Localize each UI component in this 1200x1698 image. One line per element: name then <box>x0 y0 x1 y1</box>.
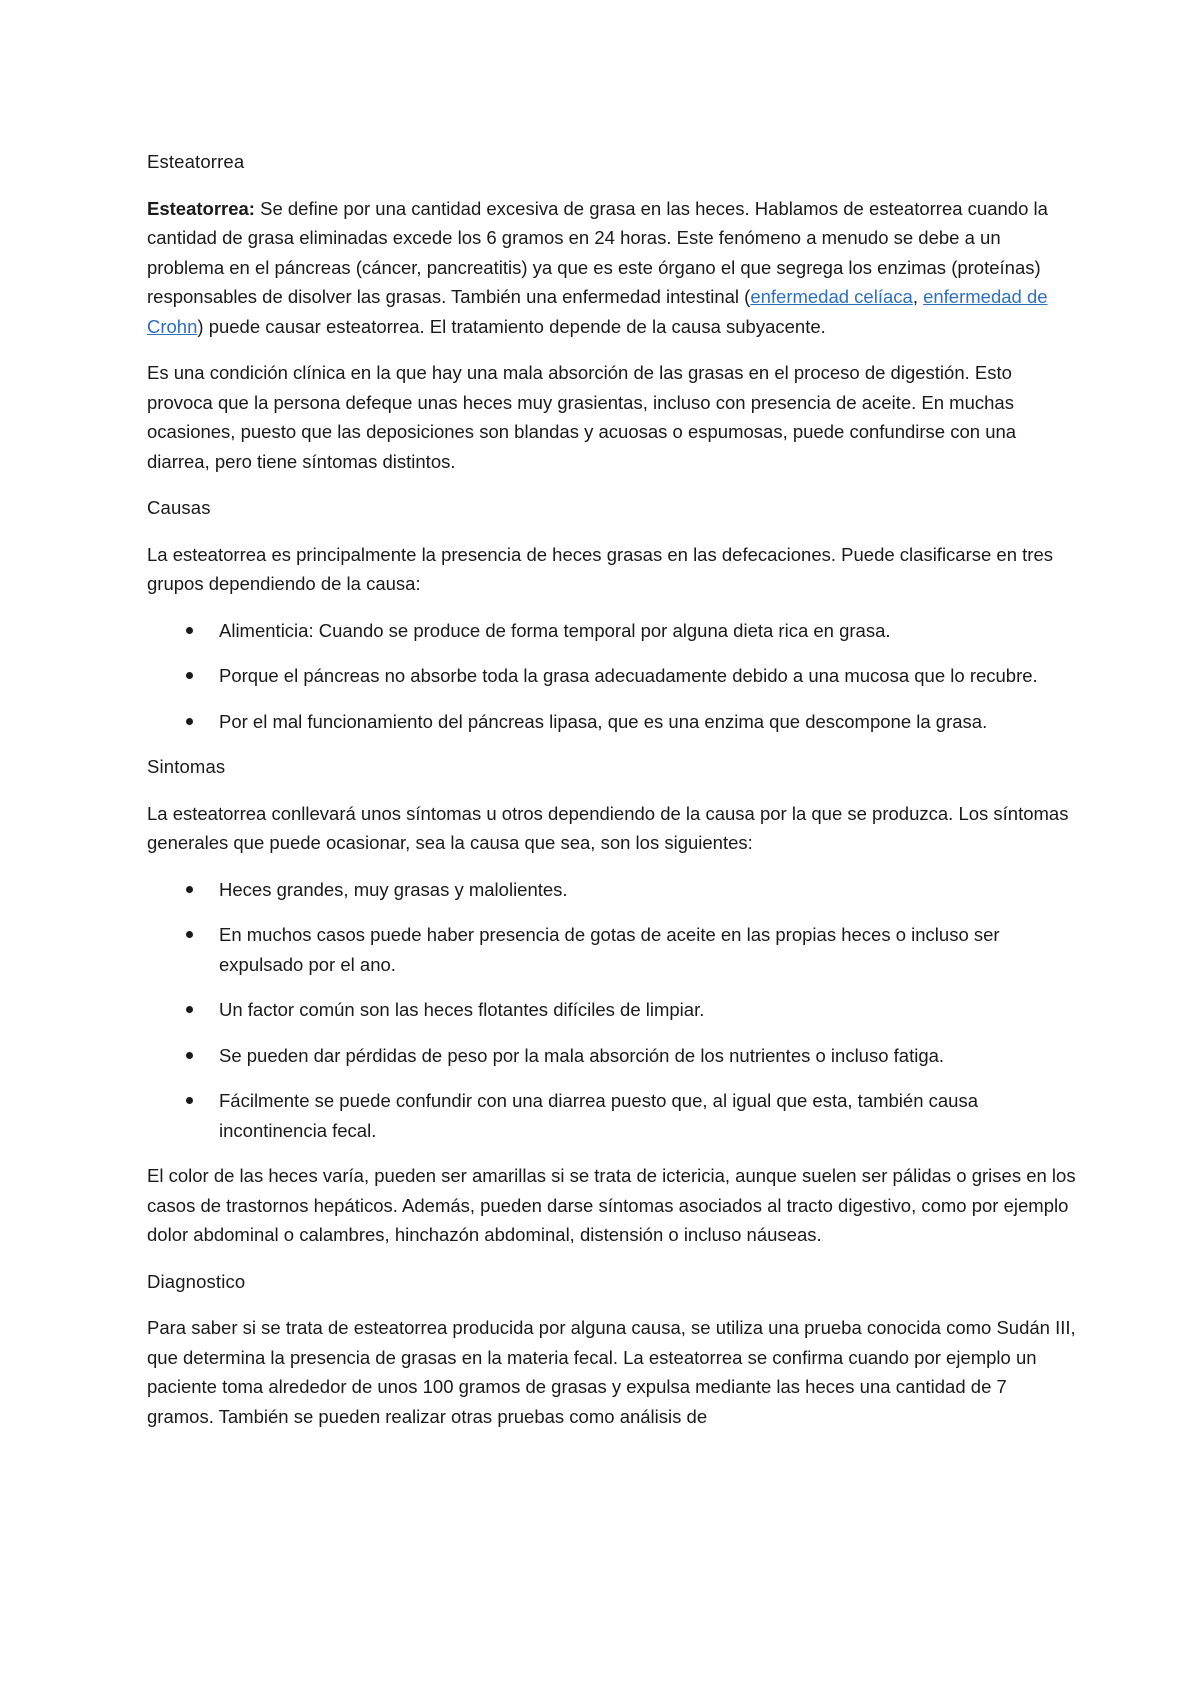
list-item-text: Porque el páncreas no absorbe toda la grasa adecuadamente debido a una mucosa que lo recubre. <box>219 665 1038 686</box>
bullet-icon <box>186 931 193 938</box>
list-item <box>147 1086 1077 1145</box>
bullet-icon <box>186 886 193 893</box>
list-item-text: Heces grandes, muy grasas y malolientes. <box>219 878 568 900</box>
intro-text-end: ) puede causar esteatorrea. El tratamiento depende de la causa subyacente. <box>197 315 826 337</box>
list-item-text: Se pueden dar pérdidas de peso por la mala absorción de los nutrientes o incluso fatiga. <box>219 1044 945 1066</box>
intro-paragraph <box>147 194 1077 342</box>
diagnostico-paragraph: Para saber si se trata de esteatorrea producida por alguna causa, se utiliza una prueba conocida como Sudán III, que determina la presencia de grasas en la materia fecal. La esteatorrea se confirma cuando por ejemplo un paciente toma alrededor de unos 100 gramos de grasas y expulsa mediante las heces una cantidad de 7 gramos. También se pueden realizar otras pruebas como análisis de <box>147 1317 1076 1427</box>
section-heading-sintomas: Sintomas <box>147 756 226 777</box>
sintomas-intro: La esteatorrea conllevará unos síntomas u otros dependiendo de la causa por la que se produzca. Los síntomas generales que puede ocasionar, sea la causa que sea, son los siguientes: <box>147 802 1069 853</box>
list-item-text: Fácilmente se puede confundir con una diarrea puesto que, al igual que esta, también causa incontinencia fecal. <box>219 1090 978 1141</box>
intro-term: Esteatorrea: <box>147 197 255 219</box>
bullet-icon <box>186 672 193 679</box>
list-item <box>147 875 1077 905</box>
link-enfermedad-celiaca[interactable]: enfermedad celíaca <box>750 286 913 307</box>
section-heading-causas: Causas <box>147 497 211 518</box>
list-item <box>147 995 1077 1025</box>
document-body <box>147 147 1077 1448</box>
link-separator: , <box>912 286 924 307</box>
bullet-icon <box>186 627 193 634</box>
list-item <box>147 661 1077 691</box>
bullet-icon <box>186 1052 193 1059</box>
list-item-text: Alimenticia: Cuando se produce de forma temporal por alguna dieta rica en grasa. <box>219 619 891 641</box>
intro-text: Se define por una cantidad excesiva de grasa en las heces. Hablamos de esteatorrea cuando la cantidad de grasa eliminadas excede los 6 gramos en 24 horas. Este fenómeno a menudo se debe a un problema en el páncreas (cáncer, pancreatitis) ya que es este órgano el que segrega los enzimas (proteínas) responsables de disolver las grasas. También una enfermedad intestinal ( <box>147 197 1048 307</box>
section-heading-diagnostico: Diagnostico <box>147 1270 246 1292</box>
causas-intro: La esteatorrea es principalmente la presencia de heces grasas en las defecaciones. Puede clasificarse en tres grupos dependiendo de la causa: <box>147 543 1053 594</box>
link-enfermedad-crohn[interactable]: enfermedad de Crohn <box>147 286 1048 337</box>
list-item <box>147 1041 1077 1071</box>
list-item <box>147 707 1077 737</box>
list-item <box>147 920 1077 979</box>
list-item <box>147 616 1077 646</box>
bullet-icon <box>186 1097 193 1104</box>
list-item-text: Un factor común son las heces flotantes difíciles de limpiar. <box>219 999 705 1020</box>
sintomas-list <box>147 875 1077 1146</box>
list-item-text: Por el mal funcionamiento del páncreas lipasa, que es una enzima que descompone la grasa. <box>219 710 988 732</box>
condition-paragraph: Es una condición clínica en la que hay una mala absorción de las grasas en el proceso de digestión. Esto provoca que la persona defeque unas heces muy grasientas, incluso con presencia de aceite. En muchas ocasiones, puesto que las deposiciones son blandas y acuosas o espumosas, puede confundirse con una diarrea, pero tiene síntomas distintos. <box>147 362 1017 472</box>
bullet-icon <box>186 1006 193 1013</box>
bullet-icon <box>186 718 193 725</box>
causas-list <box>147 616 1077 737</box>
list-item-text: En muchos casos puede haber presencia de gotas de aceite en las propias heces o incluso ser expulsado por el ano. <box>219 924 1000 975</box>
sintomas-closing: El color de las heces varía, pueden ser amarillas si se trata de ictericia, aunque suelen ser pálidas o grises en los casos de trastornos hepáticos. Además, pueden darse síntomas asociados al tracto digestivo, como por ejemplo dolor abdominal o calambres, hinchazón abdominal, distensión o incluso náuseas. <box>147 1165 1076 1245</box>
document-title: Esteatorrea <box>147 151 245 172</box>
